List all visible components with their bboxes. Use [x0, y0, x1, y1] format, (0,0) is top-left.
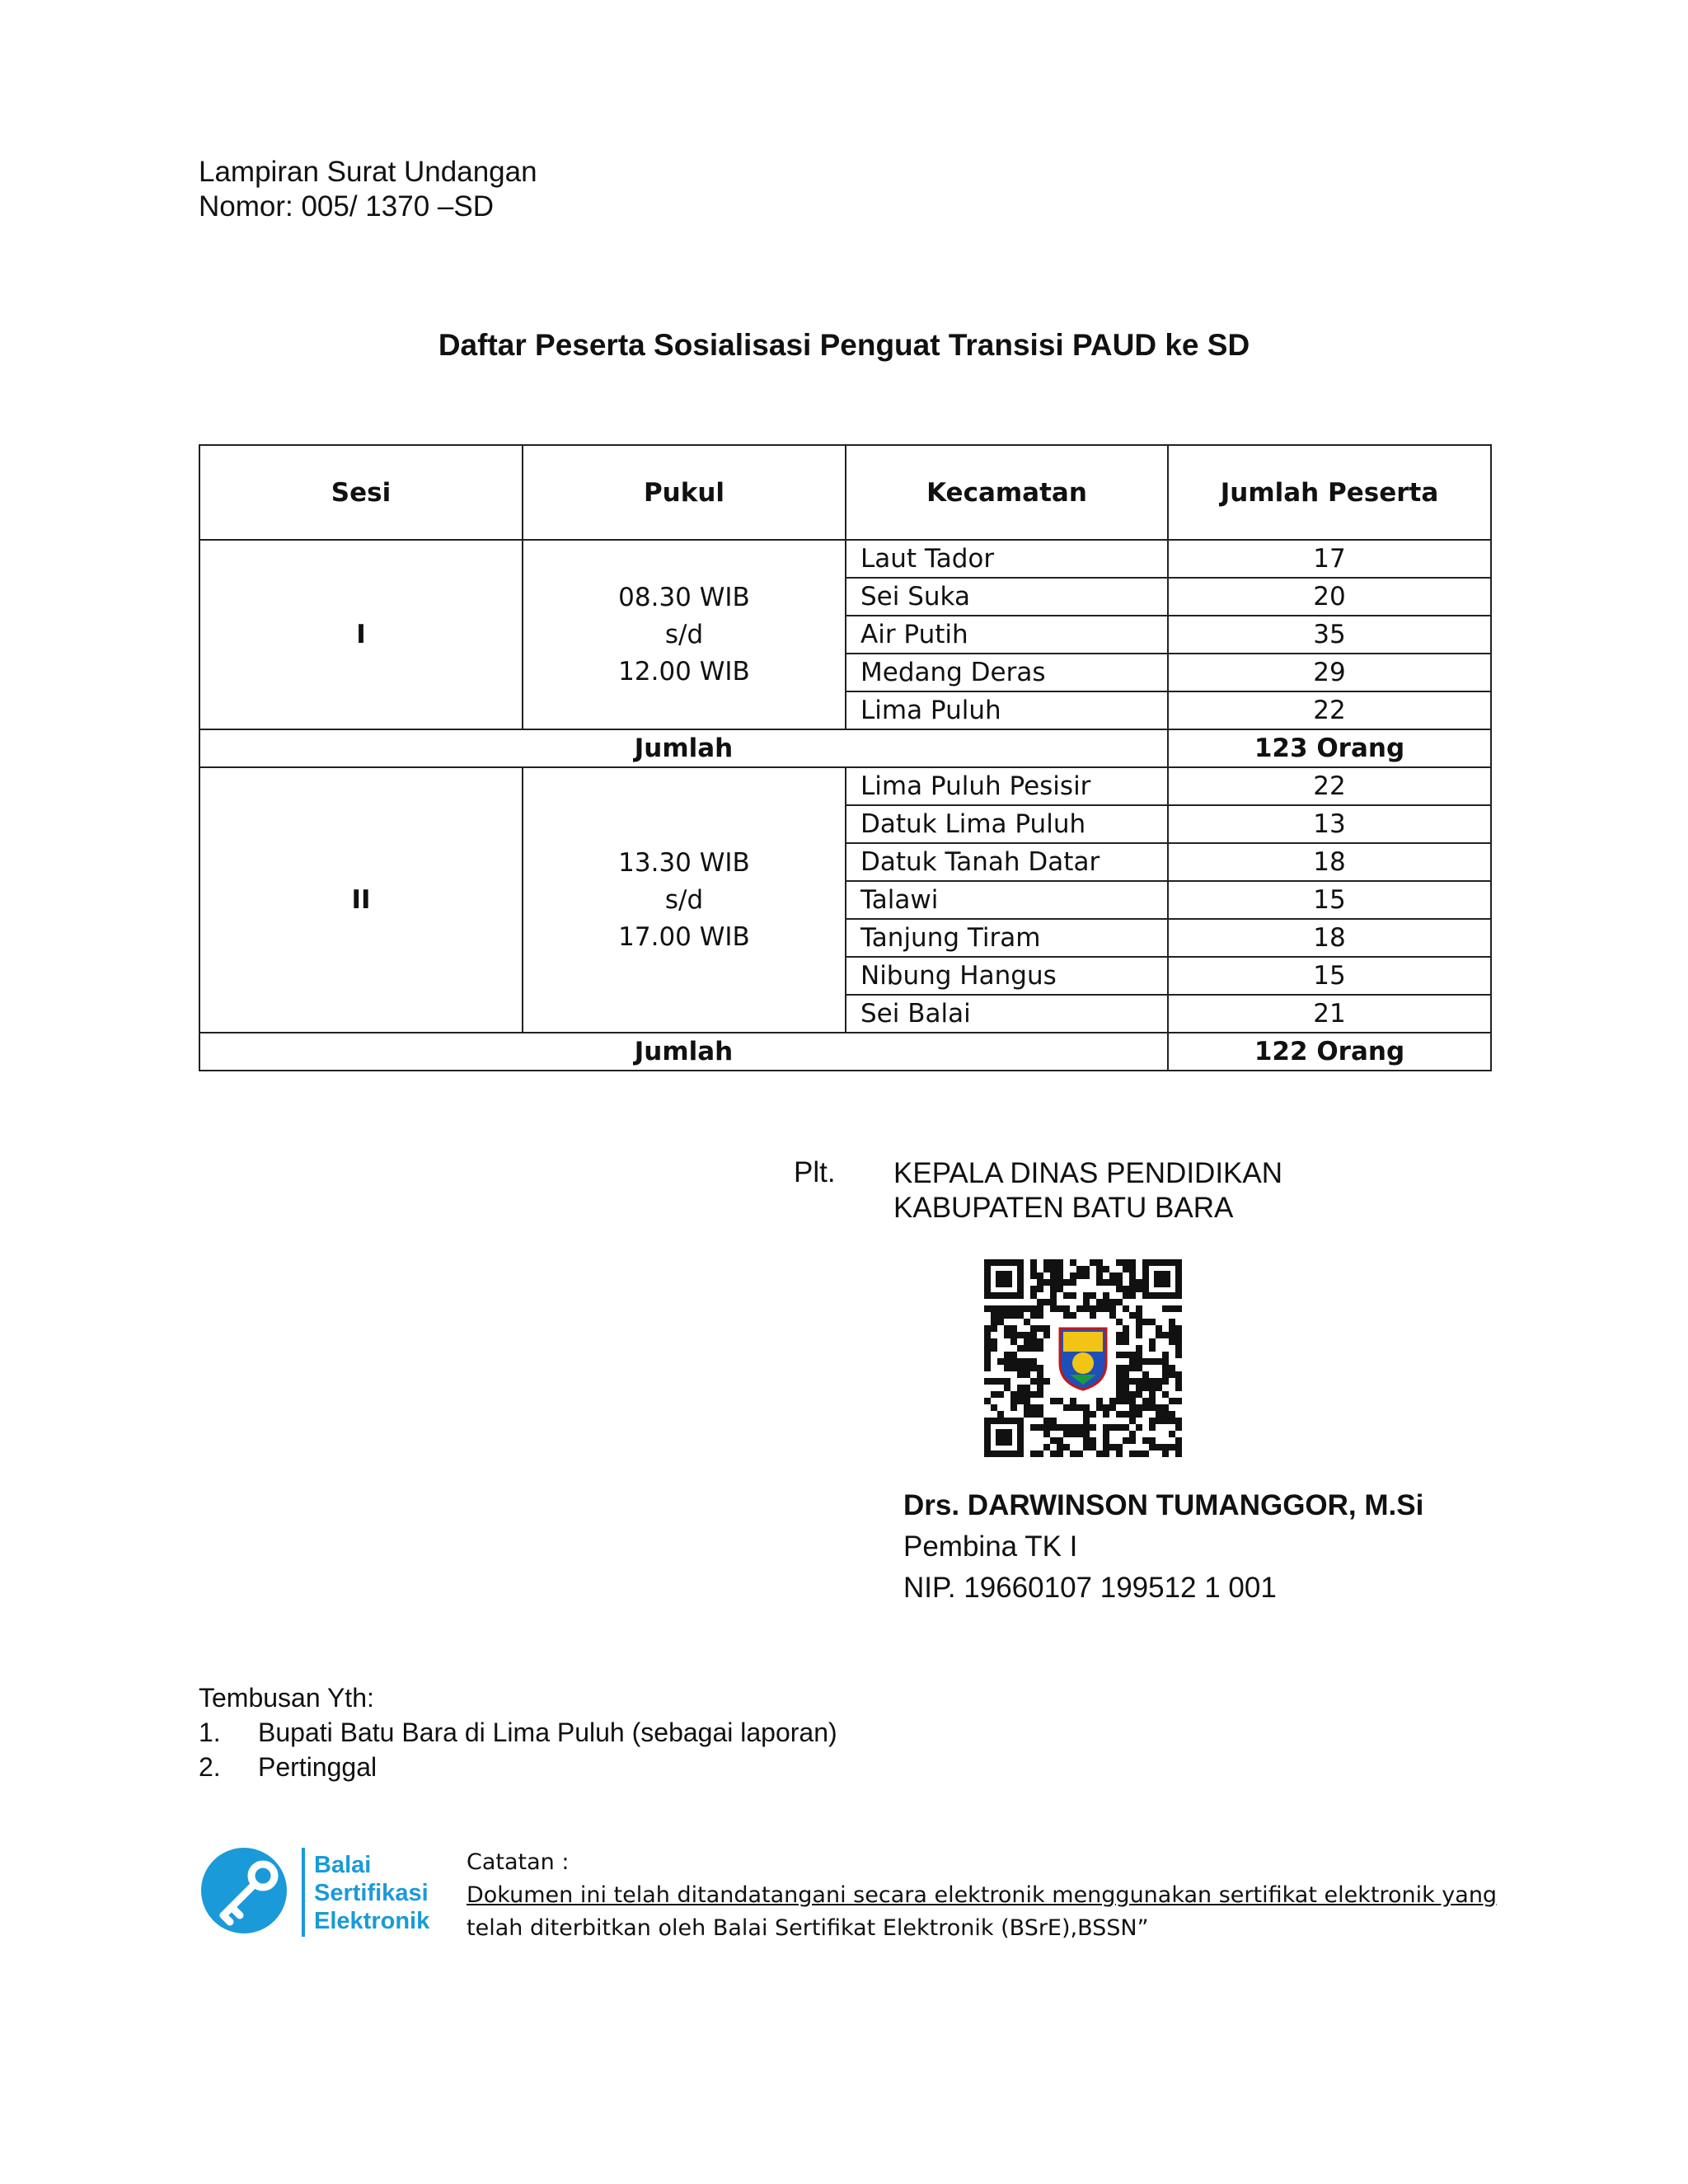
signatory-rank: Pembina TK I — [903, 1530, 1078, 1563]
total-label: Jumlah — [199, 729, 1168, 767]
logo-text-sertifikasi: Sertifikasi — [314, 1880, 429, 1906]
total-value: 123 Orang — [1168, 729, 1491, 767]
logo-text-elektronik: Elektronik — [314, 1908, 430, 1934]
column-header-kecamatan: Kecamatan — [846, 445, 1168, 540]
kecamatan-cell: Sei Balai — [846, 995, 1168, 1033]
count-cell: 22 — [1168, 767, 1491, 805]
kecamatan-cell: Air Putih — [846, 616, 1168, 654]
office-line-1: KEPALA DINAS PENDIDIKAN — [893, 1157, 1283, 1189]
count-cell: 18 — [1168, 843, 1491, 881]
count-cell: 29 — [1168, 654, 1491, 691]
time-start: 08.30 WIB — [618, 582, 750, 612]
session-cell: I — [199, 540, 523, 729]
bsre-logo — [199, 1843, 471, 1942]
tembusan-section — [199, 1680, 837, 1784]
table-row — [199, 540, 1491, 578]
time-end: 12.00 WIB — [618, 656, 750, 687]
table-row — [199, 767, 1491, 805]
count-cell: 21 — [1168, 995, 1491, 1033]
count-cell: 18 — [1168, 919, 1491, 957]
list-item — [199, 1715, 837, 1750]
tembusan-heading: Tembusan Yth: — [199, 1683, 374, 1713]
attachment-label: Lampiran Surat Undangan — [199, 156, 537, 188]
session-cell: II — [199, 767, 523, 1033]
kecamatan-cell: Tanjung Tiram — [846, 919, 1168, 957]
kecamatan-cell: Talawi — [846, 881, 1168, 919]
total-row — [199, 729, 1491, 767]
list-item-text: Bupati Batu Bara di Lima Puluh (sebagai laporan) — [258, 1718, 837, 1747]
signatory-name: Drs. DARWINSON TUMANGGOR, M.Si — [903, 1489, 1424, 1521]
list-item — [199, 1750, 837, 1784]
time-start: 13.30 WIB — [618, 847, 750, 878]
kecamatan-cell: Medang Deras — [846, 654, 1168, 691]
count-cell: 17 — [1168, 540, 1491, 578]
total-row — [199, 1033, 1491, 1071]
table-header-row — [199, 445, 1491, 540]
office-line-2: KABUPATEN BATU BARA — [893, 1192, 1234, 1224]
kecamatan-cell: Nibung Hangus — [846, 957, 1168, 995]
note-line-1: Dokumen ini telah ditandatangani secara elektronik menggunakan sertifikat elektronik yang — [467, 1882, 1498, 1908]
count-cell: 35 — [1168, 616, 1491, 654]
participant-table — [199, 444, 1492, 1071]
column-header-pukul: Pukul — [523, 445, 846, 540]
kecamatan-cell: Sei Suka — [846, 578, 1168, 616]
time-separator: s/d — [664, 884, 704, 915]
page-title: Daftar Peserta Sosialisasi Penguat Transisi PAUD ke SD — [438, 328, 1250, 362]
list-item-text: Pertinggal — [258, 1752, 377, 1782]
count-cell: 15 — [1168, 957, 1491, 995]
column-header-sesi: Sesi — [199, 445, 523, 540]
list-item-number: 2. — [199, 1752, 221, 1782]
note-label: Catatan : — [467, 1849, 570, 1875]
kecamatan-cell: Lima Puluh — [846, 691, 1168, 729]
kecamatan-cell: Datuk Lima Puluh — [846, 805, 1168, 843]
signatory-prefix: Plt. — [794, 1156, 836, 1188]
regency-emblem-icon — [1055, 1324, 1111, 1391]
count-cell: 13 — [1168, 805, 1491, 843]
column-header-jumlah-peserta: Jumlah Peserta — [1168, 445, 1491, 540]
signatory-nip: NIP. 19660107 199512 1 001 — [903, 1572, 1277, 1604]
kecamatan-cell: Datuk Tanah Datar — [846, 843, 1168, 881]
note-line-2: telah diterbitkan oleh Balai Sertifikat Elektronik (BSrE),BSSN” — [467, 1915, 1149, 1941]
signature-qr-code-icon — [984, 1259, 1182, 1457]
time-cell — [523, 540, 846, 729]
count-cell: 15 — [1168, 881, 1491, 919]
count-cell: 20 — [1168, 578, 1491, 616]
time-cell — [523, 767, 846, 1033]
kecamatan-cell: Lima Puluh Pesisir — [846, 767, 1168, 805]
time-end: 17.00 WIB — [618, 921, 750, 952]
total-value: 122 Orang — [1168, 1033, 1491, 1071]
signatory-office — [893, 1156, 1282, 1226]
footer-note — [467, 1846, 1497, 1945]
time-separator: s/d — [664, 619, 704, 649]
kecamatan-cell: Laut Tador — [846, 540, 1168, 578]
total-label: Jumlah — [199, 1033, 1168, 1071]
letter-number: Nomor: 005/ 1370 –SD — [199, 190, 494, 223]
signatory-block — [903, 1485, 1423, 1609]
logo-text-balai: Balai — [314, 1852, 372, 1878]
count-cell: 22 — [1168, 691, 1491, 729]
list-item-number: 1. — [199, 1718, 221, 1747]
letter-header — [199, 155, 537, 224]
